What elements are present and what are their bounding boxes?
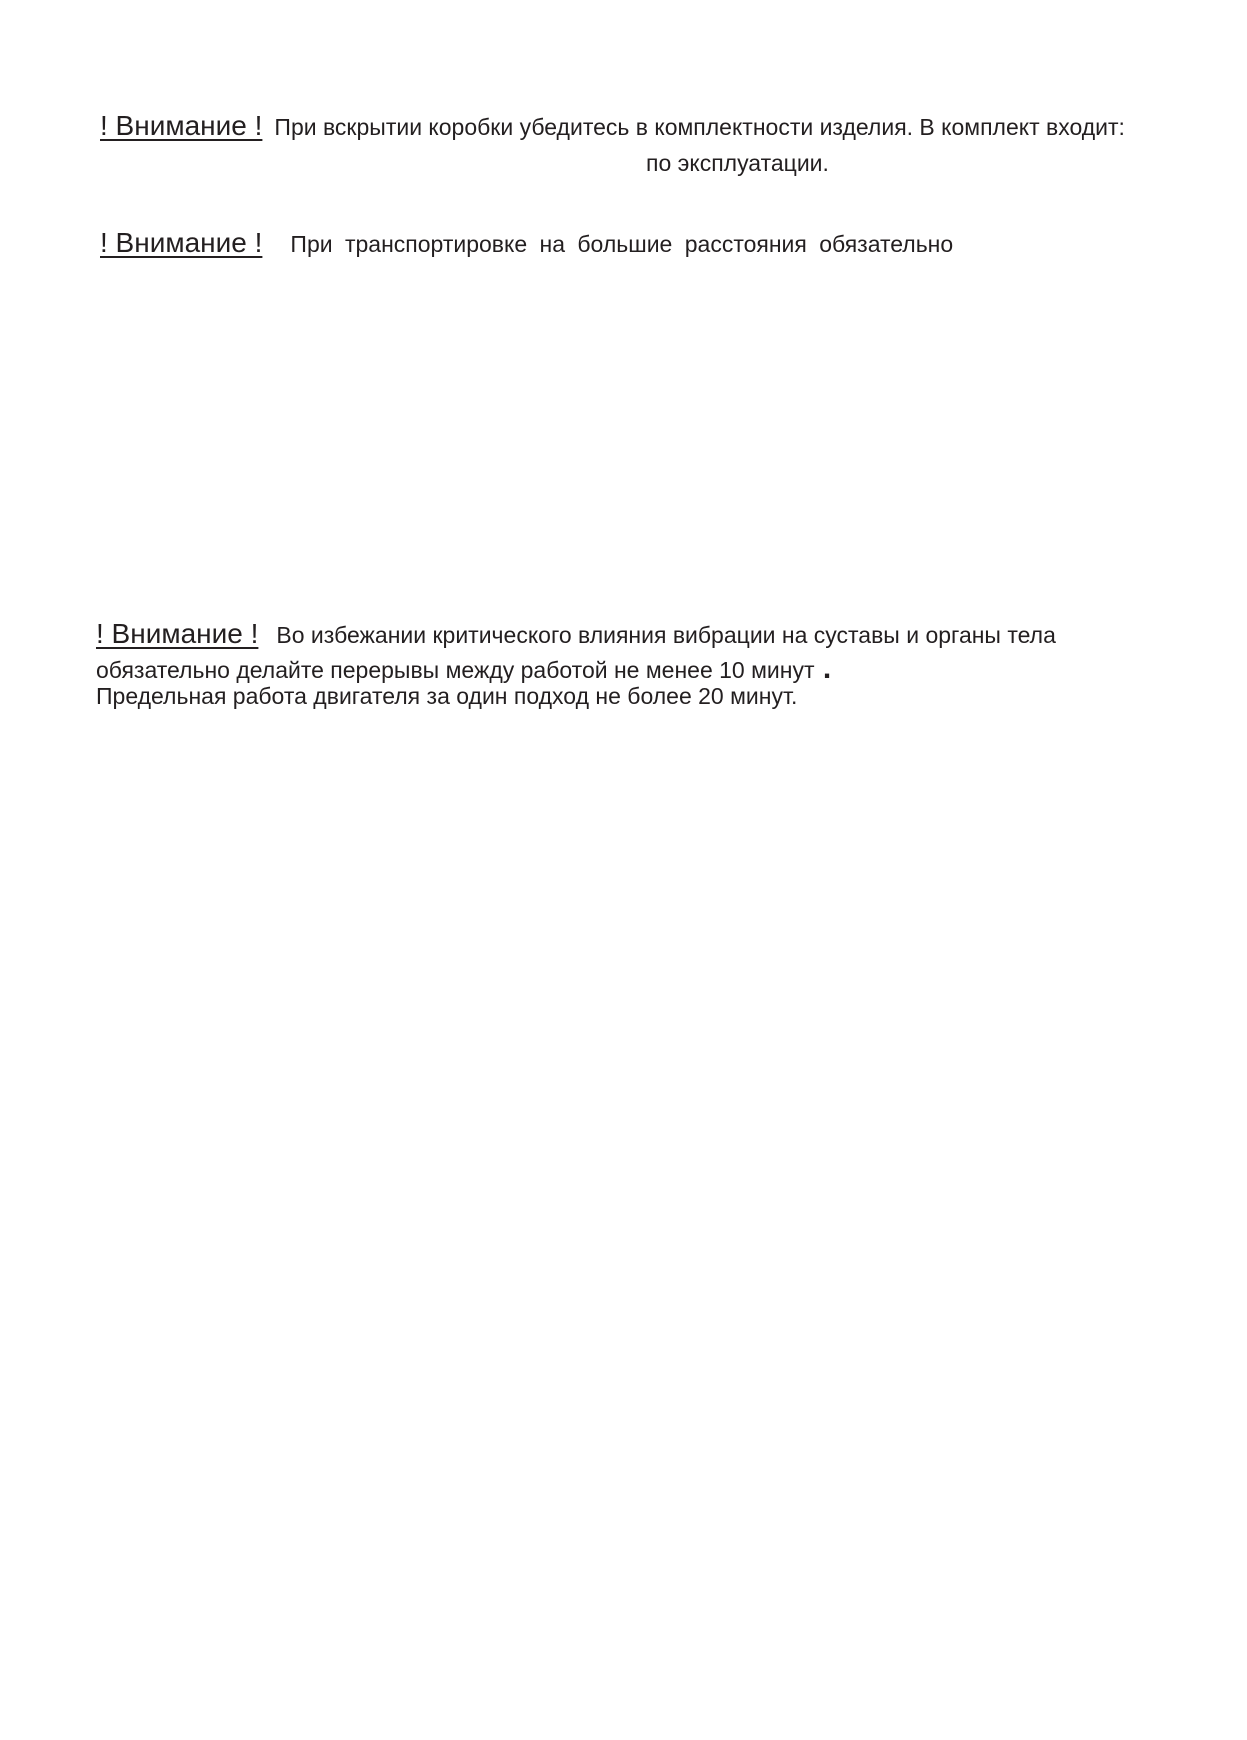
warning-label: ! Внимание !: [100, 110, 263, 141]
notice-3-text: Во избежании критического влияния вибрации на суставы и органы тела: [276, 622, 1056, 648]
notice-1-text: При вскрытии коробки убедитесь в комплектности изделия. В комплект входит:: [274, 114, 1125, 140]
warning-label: ! Внимание !: [96, 618, 259, 649]
notice-3-line-2-period: .: [814, 652, 832, 685]
notice-3-line-3: Предельная работа двигателя за один подход не более 20 минут.: [96, 683, 798, 709]
warning-label: ! Внимание !: [100, 227, 263, 258]
notice-1-line-2: по эксплуатации.: [646, 150, 829, 176]
notice-3-line-2: [96, 652, 831, 686]
notice-1-line-1: [100, 110, 1125, 142]
notice-3-line-2-text: обязательно делайте перерывы между работой не менее 10 минут: [96, 657, 815, 683]
notice-2-line-1: [100, 227, 953, 259]
notice-2-text: При транспортировке на большие расстояния обязательно: [290, 231, 954, 257]
notice-3-line-1: [96, 618, 1056, 650]
